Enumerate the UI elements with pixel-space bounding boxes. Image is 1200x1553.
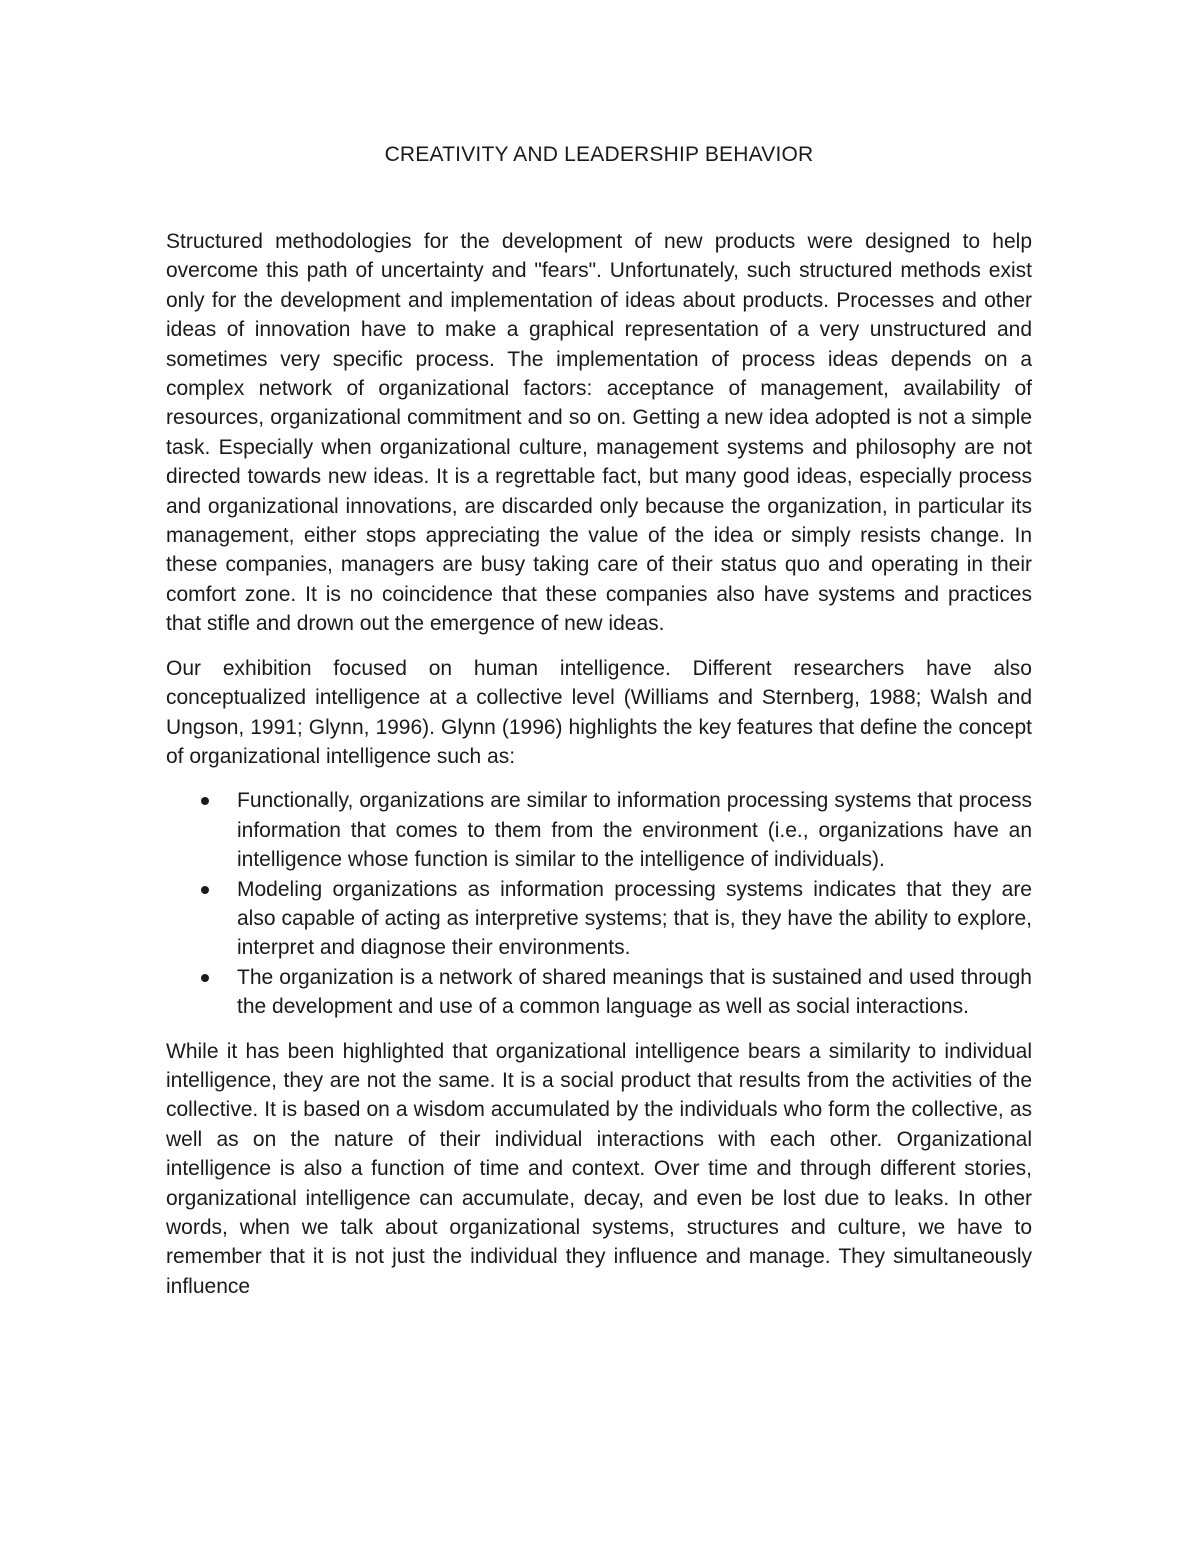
bullet-item — [166, 786, 1032, 874]
bullet-list — [166, 786, 1032, 1021]
paragraph-3: While it has been highlighted that organizational intelligence bears a similarity to individual intelligence, they are not the same. It is a social product that results from the activities of the collective. It is based on a wisdom accumulated by the individuals who form the collective, as well as on the nature of their individual interactions with each other. Organizational intelligence is also a function of time and context. Over time and through different stories, organizational intelligence can accumulate, decay, and even be lost due to leaks. In other words, when we talk about organizational systems, structures and culture, we have to remember that it is not just the individual they influence and manage. They simultaneously influence — [166, 1039, 1032, 1298]
bullet-text: The organization is a network of shared meanings that is sustained and used through the development and use of a common language as well as social interactions. — [237, 965, 1032, 1019]
bullet-dot-icon — [201, 886, 209, 894]
bullet-item — [166, 875, 1032, 963]
bullet-dot-icon — [201, 974, 209, 982]
paragraph-2: Our exhibition focused on human intelligence. Different researchers have also conceptualized intelligence at a collective level (Williams and Sternberg, 1988; Walsh and Ungson, 1991; Glynn, 1996). Glynn (1996) highlights the key features that define the concept of organizational intelligence such as: — [166, 656, 1032, 768]
document-title: CREATIVITY AND LEADERSHIP BEHAVIOR — [384, 143, 814, 166]
bullet-item — [166, 963, 1032, 1022]
document-body — [166, 140, 1032, 1316]
bullet-text: Functionally, organizations are similar to information processing systems that process information that comes to them from the environment (i.e., organizations have an intelligence whose function is similar to the intelligence of individuals). — [237, 789, 1032, 872]
paragraph-1: Structured methodologies for the development of new products were designed to help overcome this path of uncertainty and "fears". Unfortunately, such structured methods exist only for the development and implementation of ideas about products. Processes and other ideas of innovation have to make a graphical representation of a very unstructured and sometimes very specific process. The implementation of process ideas depends on a complex network of organizational factors: acceptance of management, availability of resources, organizational commitment and so on. Getting a new idea adopted is not a simple task. Especially when organizational culture, management systems and philosophy are not directed towards new ideas. It is a regrettable fact, but many good ideas, especially process and organizational innovations, are discarded only because the organization, in particular its management, either stops appreciating the value of the idea or simply resists change. In these companies, managers are busy taking care of their status quo and operating in their comfort zone. It is no coincidence that these companies also have systems and practices that stifle and drown out the emergence of new ideas. — [166, 230, 1032, 636]
bullet-text: Modeling organizations as information processing systems indicates that they are also capable of acting as interpretive systems; that is, they have the ability to explore, interpret and diagnose their environments. — [237, 877, 1032, 960]
bullet-dot-icon — [201, 797, 209, 805]
